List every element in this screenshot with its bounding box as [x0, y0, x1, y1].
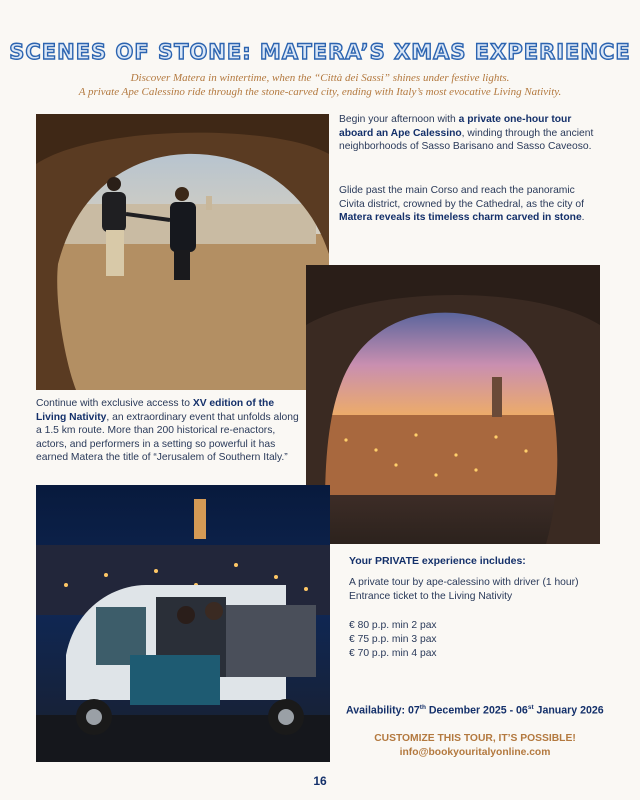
- photo-matera-sunset-cave: [306, 265, 600, 544]
- contact-email-link[interactable]: info@bookyouritalyonline.com: [399, 747, 551, 758]
- price-3-pax: € 75 p.p. min 3 pax: [349, 634, 437, 645]
- photo-couple-cave-arch: [36, 114, 329, 390]
- customize-tour-cta: CUSTOMIZE THIS TOUR, IT’S POSSIBLE!: [374, 733, 576, 744]
- includes-title: Your PRIVATE experience includes:: [349, 555, 526, 567]
- includes-item-1: A private tour by ape-calessino with driver (1 hour): [349, 577, 579, 588]
- subtitle-line-1: Discover Matera in wintertime, when the “Città dei Sassi” shines under festive lights.: [130, 72, 510, 84]
- page-number: 16: [313, 774, 327, 788]
- includes-item-2: Entrance ticket to the Living Nativity: [349, 591, 513, 602]
- intro-paragraph-2: Glide past the main Corso and reach the panoramic Civita district, crowned by the Cathedral, as the city of Matera reveals its timeless charm carved in stone.: [339, 185, 585, 224]
- subtitle-line-2: A private Ape Calessino ride through the stone-carved city, ending with Italy’s most evocative Living Nativity.: [78, 86, 562, 98]
- nativity-paragraph: Continue with exclusive access to XV edition of the Living Nativity, an extraordinary event that unfolds along a 1.5 km route. More than 200 historical re-enactors, actors, and performers in a setting so powerful it has earned Matera the title of “Jerusalem of Southern Italy.”: [36, 398, 299, 464]
- price-2-pax: € 80 p.p. min 2 pax: [349, 620, 437, 631]
- photo-ape-calessino-night: [36, 485, 330, 762]
- availability-dates: Availability: 07th December 2025 - 06st January 2026: [346, 704, 604, 717]
- page-title: SCENES OF STONE: MATERA’S XMAS EXPERIENCE: [9, 40, 631, 64]
- intro-paragraph-1: Begin your afternoon with a private one-hour tour aboard an Ape Calessino, winding through the ancient neighborhoods of Sasso Barisano and Sasso Caveoso.: [339, 114, 594, 153]
- price-4-pax: € 70 p.p. min 4 pax: [349, 648, 437, 659]
